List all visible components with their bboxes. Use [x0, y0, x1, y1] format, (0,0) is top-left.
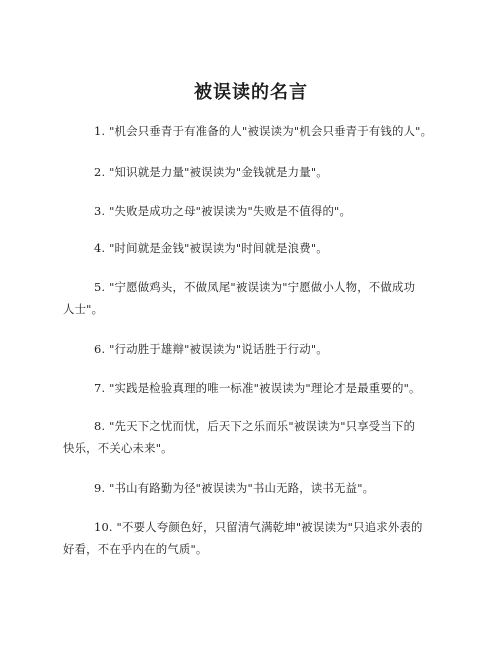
list-item-text: 3. "失败是成功之母"被误读为"失败是不值得的"。: [94, 204, 352, 218]
list-item: [63, 120, 455, 142]
list-item-text-continued: 好看，不在乎内在的气质"。: [63, 542, 208, 556]
list-item-text-continued: 快乐，不关心未来"。: [63, 441, 173, 455]
list-item-text: 8. "先天下之忧而忧，后天下之乐而乐"被误读为"只享受当下的: [94, 419, 416, 433]
list-item: [63, 338, 455, 360]
list-item-text: 7. "实践是检验真理的唯一标准"被误读为"理论才是最重要的"。: [94, 381, 421, 395]
list-item: [63, 237, 455, 259]
list-item-text: 10. "不要人夸颜色好，只留清气满乾坤"被误读为"只追求外表的: [94, 520, 423, 534]
list-item: [63, 276, 455, 320]
list-item-text: 5. "宁愿做鸡头，不做凤尾"被误读为"宁愿做小人物，不做成功: [94, 280, 416, 294]
list-item: [63, 200, 455, 222]
list-item-text: 4. "时间就是金钱"被误读为"时间就是浪费"。: [94, 241, 328, 255]
list-item: [63, 477, 455, 499]
list-item: [63, 161, 455, 183]
list-item-text-continued: 人士"。: [63, 302, 104, 316]
page-title: 被误读的名言: [194, 82, 308, 103]
list-item: [63, 516, 455, 560]
list-item-text: 9. "书山有路勤为径"被误读为"书山无路，读书无益"。: [94, 481, 375, 495]
list-item-text: 2. "知识就是力量"被误读为"金钱就是力量"。: [94, 165, 328, 179]
list-item-text: 6. "行动胜于雄辩"被误读为"说话胜于行动"。: [94, 342, 328, 356]
list-item: [63, 415, 455, 459]
list-item-text: 1. "机会只垂青于有准备的人"被误读为"机会只垂青于有钱的人"。: [94, 124, 433, 138]
list-item: [63, 377, 455, 399]
